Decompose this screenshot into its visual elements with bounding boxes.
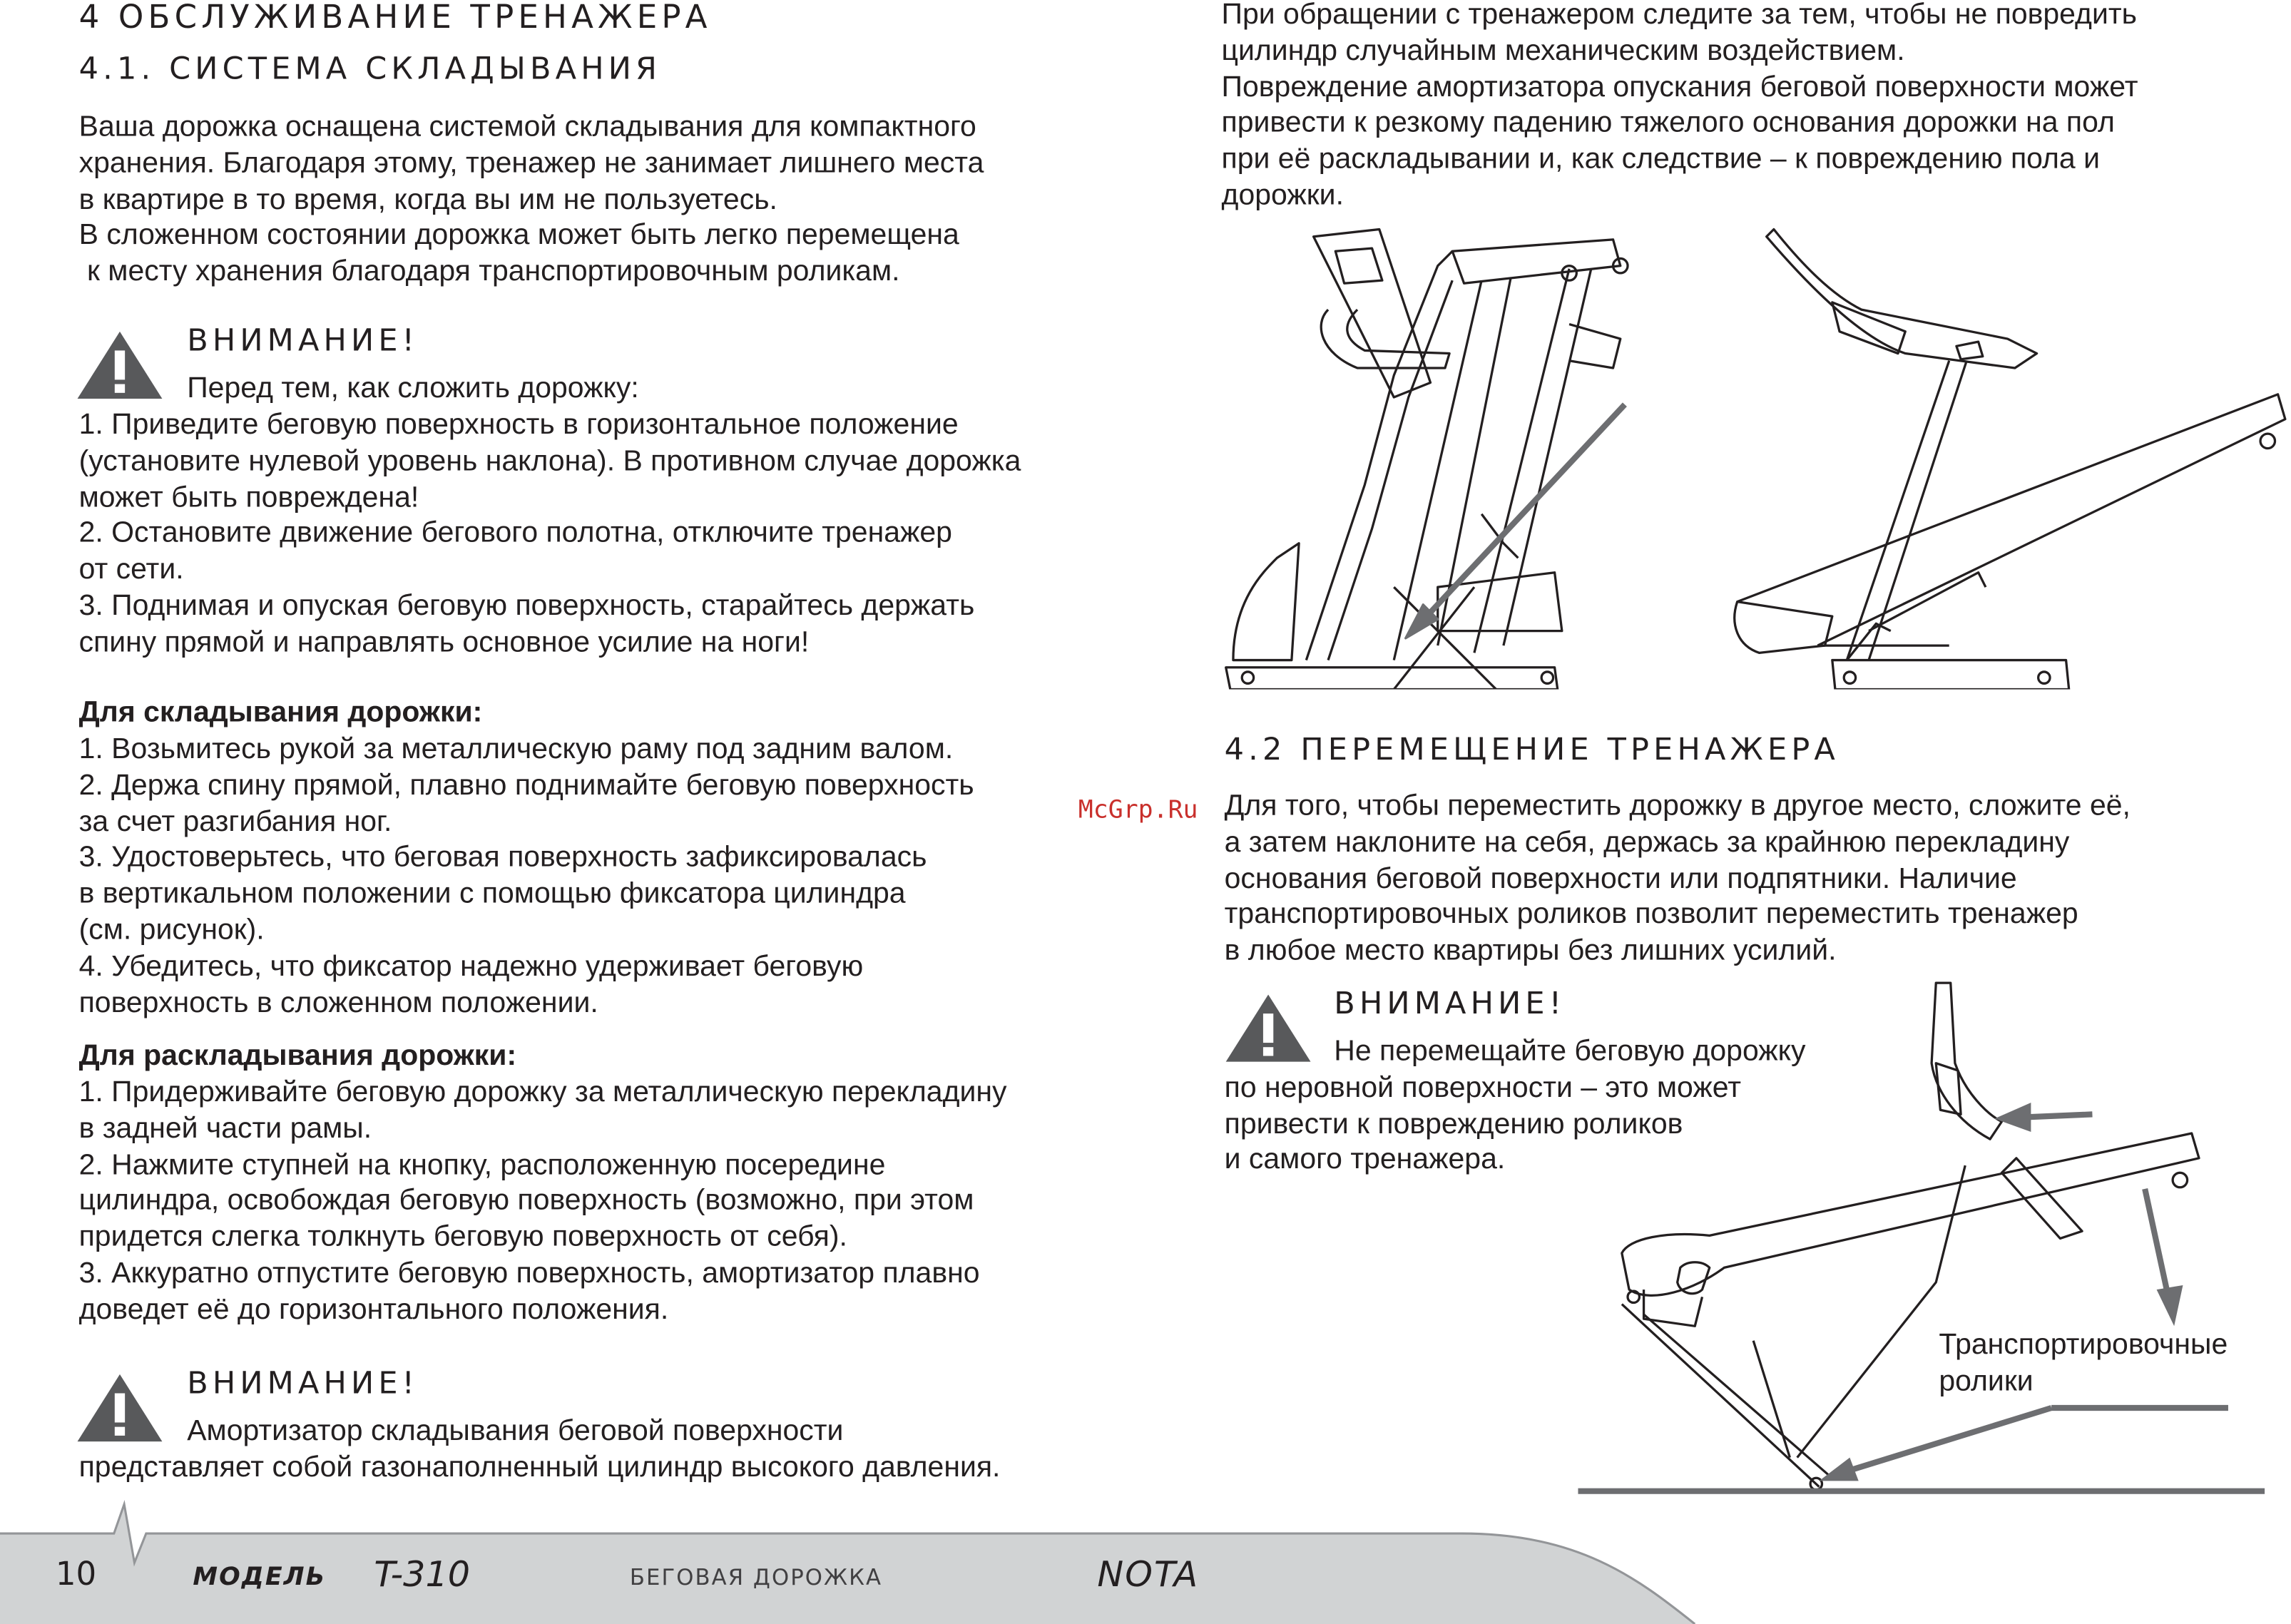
- fold-title: Для складывания дорожки:: [78, 696, 483, 729]
- warning-list: 1. Приведите беговую поверхность в горизонтальное положение (установите нулевой уровень наклона). В противном случае дорожка может быть повреждена! 2. Остановите движение бегового полотна, отключите тренажер от сети. 3. Поднимая и опуская беговую поверхность, старайтесь держать спину прямой и направлять основное усилие на ноги!: [78, 409, 1021, 659]
- move-paragraph: Для того, чтобы переместить дорожку в другое место, сложите её, а затем наклоните на себя, держась за крайнюю перекладину основания беговой поверхности или подпятники. Наличие транспортировочных роликов позволит переместить тренажер в любое место квартиры без лишних усилий.: [1224, 790, 2131, 967]
- folded-treadmill-illustration: [1218, 222, 2288, 689]
- fold-list: 1. Возьмитесь рукой за металлическую раму под задним валом. 2. Держа спину прямой, плавно поднимайте беговую поверхность за счет разгибания ног. 3. Удостоверьтесь, что беговая поверхность зафиксировалась в вертикальном положении с помощью фиксатора цилиндра (см. рисунок). 4. Убедитесь, что фиксатор надежно удерживает беговую поверхность в сложенном положении.: [78, 732, 974, 1019]
- section-title: 4 ОБСЛУЖИВАНИЕ ТРЕНАЖЕРА: [78, 0, 712, 37]
- warning-text: Не перемещайте беговую дорожку по неровной поверхности – это может привести к повреждению роликов и самого тренажера.: [1224, 1035, 1806, 1177]
- warning-title: ВНИМАНИЕ!: [187, 322, 419, 358]
- unfold-list: 1. Придерживайте беговую дорожку за металлическую перекладину в задней части рамы. 2. Нажмите ступней на кнопку, расположенную посередине цилиндра, освобождая беговую поверхность (возможно, при этом придется слегка толкнуть беговую поверхность от себя). 3. Аккуратно отпустите беговую поверхность, амортизатор плавно доведет её до горизонтального положения.: [78, 1076, 1007, 1326]
- transport-treadmill-illustration: [1578, 976, 2265, 1501]
- watermark: McGrp.Ru: [1078, 795, 1198, 825]
- model-number: T-310: [374, 1553, 471, 1595]
- rollers-caption: Транспортировочные ролики: [1939, 1329, 2228, 1398]
- brand-logo: NOTA: [1097, 1553, 1200, 1595]
- page-number: 10: [55, 1556, 97, 1594]
- section-title: 4.2 ПЕРЕМЕЩЕНИЕ ТРЕНАЖЕРА: [1224, 731, 1840, 767]
- warning-text: Перед тем, как сложить дорожку:: [187, 372, 639, 405]
- warning-text: Амортизатор складывания беговой поверхности представляет собой газонаполненный цилиндр высокого давления.: [78, 1415, 1001, 1484]
- handling-paragraph: При обращении с тренажером следите за тем, чтобы не повредить цилиндр случайным механическим воздействием. Повреждение амортизатора опускания беговой поверхности может привести к резкому падению тяжелого основания дорожки на пол при её раскладывании и, как следствие – к повреждению пола и дорожки.: [1221, 0, 2138, 212]
- warning-triangle-icon: [76, 330, 164, 400]
- product-name: БЕГОВАЯ ДОРОЖКА: [629, 1564, 883, 1590]
- warning-title: ВНИМАНИЕ!: [1334, 986, 1566, 1021]
- intro-paragraph: Ваша дорожка оснащена системой складывания для компактного хранения. Благодаря этому, тренажер не занимает лишнего места в квартире в то время, когда вы им не пользуетесь. В сложенном состоянии дорожка может быть легко перемещена к месту хранения благодаря транспортировочным роликам.: [78, 111, 984, 288]
- model-label: МОДЕЛЬ: [193, 1563, 327, 1592]
- unfold-title: Для раскладывания дорожки:: [78, 1039, 517, 1073]
- subsection-title: 4.1. СИСТЕМА СКЛАДЫВАНИЯ: [78, 51, 662, 86]
- warning-title: ВНИМАНИЕ!: [187, 1365, 419, 1401]
